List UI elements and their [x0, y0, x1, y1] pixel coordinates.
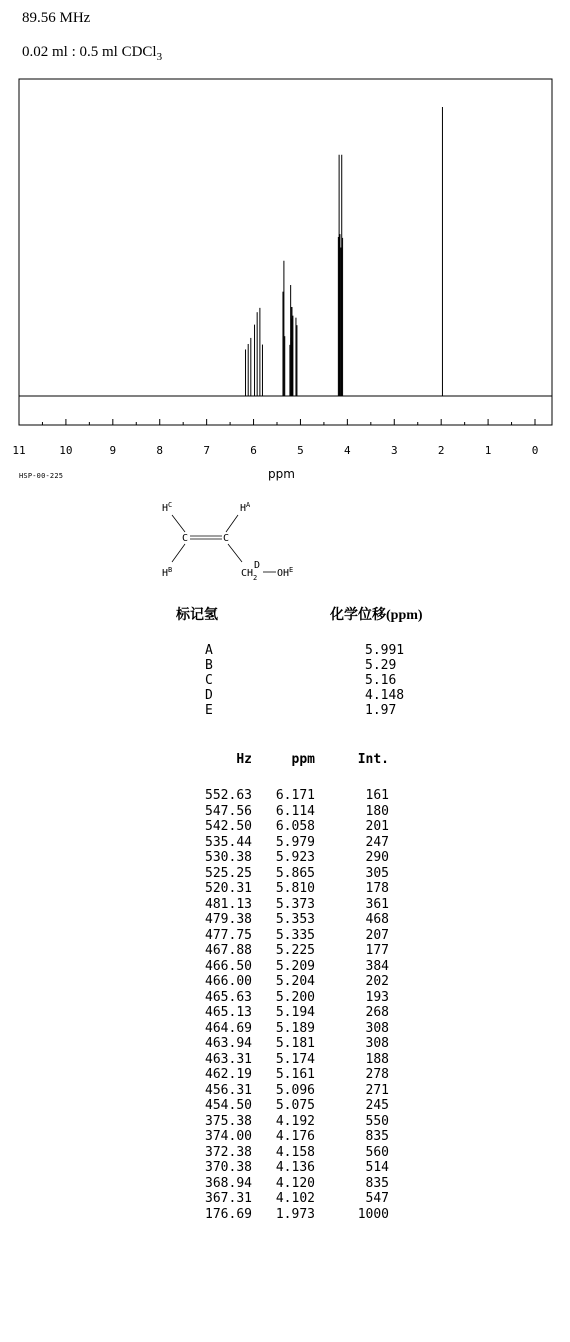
x-tick-label: 2 — [437, 444, 445, 457]
table-row — [164, 881, 389, 897]
x-tick-label: 3 — [390, 444, 398, 457]
peak-hz: 372.38 — [205, 1144, 252, 1160]
peak-hz: 367.31 — [205, 1191, 252, 1206]
x-axis-ticks — [19, 419, 535, 425]
header-int: Int. — [357, 752, 389, 767]
peak-int: 247 — [365, 834, 389, 850]
assignment-row — [205, 703, 404, 718]
peak-ppm: 5.373 — [275, 896, 315, 912]
peak-ppm: 5.225 — [275, 943, 315, 958]
peak-ppm: 5.204 — [275, 974, 315, 989]
peak-int: 180 — [365, 803, 389, 819]
table-row — [164, 819, 389, 835]
x-axis-label: ppm — [268, 467, 295, 481]
assignment-label: D — [205, 688, 213, 703]
assignment-label: A — [205, 643, 213, 658]
table-row — [164, 1083, 389, 1099]
peak-ppm: 4.158 — [275, 1144, 315, 1160]
peak-hz: 542.50 — [205, 819, 252, 834]
assignment-shift: 5.16 — [365, 673, 397, 688]
table-row — [164, 959, 389, 975]
table-row — [164, 1160, 389, 1176]
x-tick-label: 6 — [250, 444, 257, 457]
peak-ppm: 1.973 — [275, 1206, 315, 1222]
x-tick-label: 5 — [297, 444, 304, 457]
peak-ppm: 5.810 — [275, 881, 315, 896]
peak-int: 245 — [365, 1098, 389, 1113]
peak-hz: 535.44 — [205, 834, 252, 850]
peak-int: 361 — [365, 896, 389, 912]
bond-ha — [226, 515, 238, 532]
x-tick-label: 10 — [59, 444, 73, 457]
peak-hz: 530.38 — [205, 850, 252, 865]
peak-hz: 481.13 — [205, 896, 252, 912]
peak-ppm: 5.194 — [275, 1005, 315, 1020]
ch2-group: $CH_2$ — [241, 568, 258, 582]
table-row — [164, 1114, 389, 1130]
peak-ppm: 5.161 — [275, 1067, 315, 1082]
peak-ppm: 5.200 — [275, 989, 315, 1005]
plot-frame — [19, 79, 552, 425]
peak-hz: 368.94 — [205, 1175, 252, 1191]
peak-int: 207 — [365, 927, 389, 943]
header-ppm: ppm — [291, 752, 315, 767]
table-row — [164, 850, 389, 866]
d-label: D — [254, 560, 261, 571]
x-tick-label: 1 — [484, 444, 492, 457]
h-a-atom: $H^A$ — [240, 501, 251, 514]
peak-int: 193 — [365, 989, 389, 1005]
assignment-row — [205, 673, 404, 688]
peak-ppm: 5.923 — [275, 850, 315, 865]
peak-int: 290 — [365, 850, 389, 865]
peak-ppm: 4.192 — [275, 1113, 315, 1129]
peak-hz: 464.69 — [205, 1020, 252, 1036]
table-row — [164, 1067, 389, 1083]
table-row — [164, 1005, 389, 1021]
assignment-row — [205, 643, 404, 658]
peak-ppm: 5.075 — [275, 1098, 315, 1113]
x-tick-label: 0 — [531, 444, 539, 457]
assignment-table — [205, 643, 404, 718]
peak-ppm: 6.058 — [275, 819, 315, 834]
h-b-atom: $H^B$ — [162, 566, 173, 579]
table-row — [164, 912, 389, 928]
assignment-shift: 1.97 — [365, 703, 397, 718]
peak-hz: 547.56 — [205, 803, 252, 819]
peak-hz: 466.50 — [205, 958, 252, 974]
peak-hz: 456.31 — [205, 1082, 252, 1098]
peak-hz: 477.75 — [205, 927, 252, 943]
peak-int: 308 — [365, 1020, 389, 1036]
table-row — [164, 835, 389, 851]
assignment-row — [205, 688, 404, 703]
molecular-structure — [150, 496, 370, 588]
table-row — [164, 804, 389, 820]
sample-label: 0.02 ml : 0.5 ml CDCl$_3$ — [22, 44, 163, 63]
table-row — [164, 866, 389, 882]
peak-hz: 463.94 — [205, 1036, 252, 1051]
peak-hz: 552.63 — [205, 788, 252, 803]
peak-ppm: 5.979 — [275, 834, 315, 850]
peak-hz: 467.88 — [205, 943, 252, 958]
assignment-header-label: 标记氢 — [176, 608, 218, 623]
peak-int: 271 — [365, 1082, 389, 1098]
peak-int: 384 — [365, 958, 389, 974]
bond-hc — [172, 515, 185, 532]
peak-int: 835 — [365, 1175, 389, 1191]
peak-lines — [246, 107, 443, 396]
peak-ppm: 5.209 — [275, 958, 315, 974]
table-row — [164, 897, 389, 913]
table-row — [164, 1129, 389, 1145]
assignment-label: B — [205, 658, 213, 673]
spectrum-code: HSP-00-225 — [19, 472, 64, 480]
peak-hz: 463.31 — [205, 1051, 252, 1067]
peak-ppm: 6.114 — [275, 803, 315, 819]
peak-int: 1000 — [357, 1206, 389, 1222]
peak-int: 560 — [365, 1144, 389, 1160]
peak-hz: 465.13 — [205, 1005, 252, 1020]
table-row — [164, 990, 389, 1006]
peak-int: 161 — [365, 788, 389, 803]
peak-hz: 370.38 — [205, 1160, 252, 1175]
x-axis-tick-labels — [12, 444, 538, 457]
peak-ppm: 5.189 — [275, 1020, 315, 1036]
assignment-shift: 5.29 — [365, 658, 397, 673]
x-tick-label: 9 — [109, 444, 117, 457]
assignment-shift: 5.991 — [365, 643, 405, 658]
peak-ppm: 4.176 — [275, 1129, 315, 1144]
peak-hz: 525.25 — [205, 865, 252, 881]
table-row — [164, 1052, 389, 1068]
peak-ppm: 5.335 — [275, 927, 315, 943]
table-row — [164, 1098, 389, 1114]
peak-table — [164, 788, 389, 1222]
peak-hz: 479.38 — [205, 912, 252, 927]
table-row — [164, 1145, 389, 1161]
peak-hz: 374.00 — [205, 1129, 252, 1144]
h-c-atom: $H^C$ — [162, 501, 173, 514]
peak-int: 268 — [365, 1005, 389, 1020]
peak-ppm: 5.181 — [275, 1036, 315, 1051]
peak-int: 305 — [365, 865, 389, 881]
table-row — [164, 1021, 389, 1037]
peak-int: 547 — [365, 1191, 389, 1206]
assignment-header-shift: 化学位移(ppm) — [330, 608, 423, 623]
peak-ppm: 5.353 — [275, 912, 315, 927]
table-row — [164, 1176, 389, 1192]
table-row — [164, 788, 389, 804]
peak-hz: 176.69 — [205, 1206, 252, 1222]
peak-table-header — [164, 752, 389, 767]
x-tick-label: 7 — [203, 444, 210, 457]
nmr-spectrum-chart — [0, 0, 570, 470]
carbon-1: C — [182, 533, 189, 544]
peak-hz: 465.63 — [205, 989, 252, 1005]
peak-ppm: 4.120 — [275, 1175, 315, 1191]
carbon-2: C — [223, 533, 230, 544]
peak-ppm: 5.096 — [275, 1082, 315, 1098]
table-row — [164, 1191, 389, 1207]
header-hz: Hz — [236, 752, 252, 767]
peak-int: 308 — [365, 1036, 389, 1051]
assignment-row — [205, 658, 404, 673]
peak-int: 177 — [365, 943, 389, 958]
peak-int: 188 — [365, 1051, 389, 1067]
peak-ppm: 5.865 — [275, 865, 315, 881]
peak-int: 278 — [365, 1067, 389, 1082]
oh-group: $OH^E$ — [277, 566, 294, 579]
peak-hz: 462.19 — [205, 1067, 252, 1082]
table-row — [164, 943, 389, 959]
peak-ppm: 4.136 — [275, 1160, 315, 1175]
assignment-label: E — [205, 703, 213, 718]
peak-ppm: 6.171 — [275, 788, 315, 803]
peak-int: 178 — [365, 881, 389, 896]
peak-int: 201 — [365, 819, 389, 834]
peak-int: 514 — [365, 1160, 389, 1175]
bond-hb — [172, 544, 185, 562]
x-tick-label: 11 — [12, 444, 26, 457]
assignment-label: C — [205, 673, 213, 688]
table-row — [164, 974, 389, 990]
peak-hz: 454.50 — [205, 1098, 252, 1113]
peak-hz: 520.31 — [205, 881, 252, 896]
peak-hz: 375.38 — [205, 1113, 252, 1129]
peak-int: 202 — [365, 974, 389, 989]
peak-int: 550 — [365, 1113, 389, 1129]
peak-ppm: 4.102 — [275, 1191, 315, 1206]
table-row — [164, 1036, 389, 1052]
peak-int: 468 — [365, 912, 389, 927]
x-tick-label: 8 — [156, 444, 164, 457]
bond-ch2 — [228, 544, 242, 562]
x-tick-label: 4 — [344, 444, 351, 457]
table-row — [164, 1207, 389, 1223]
peak-int: 835 — [365, 1129, 389, 1144]
peak-ppm: 5.174 — [275, 1051, 315, 1067]
table-row — [164, 928, 389, 944]
frequency-label: 89.56 MHz — [22, 10, 91, 26]
assignment-shift: 4.148 — [365, 688, 405, 703]
peak-hz: 466.00 — [205, 974, 252, 989]
